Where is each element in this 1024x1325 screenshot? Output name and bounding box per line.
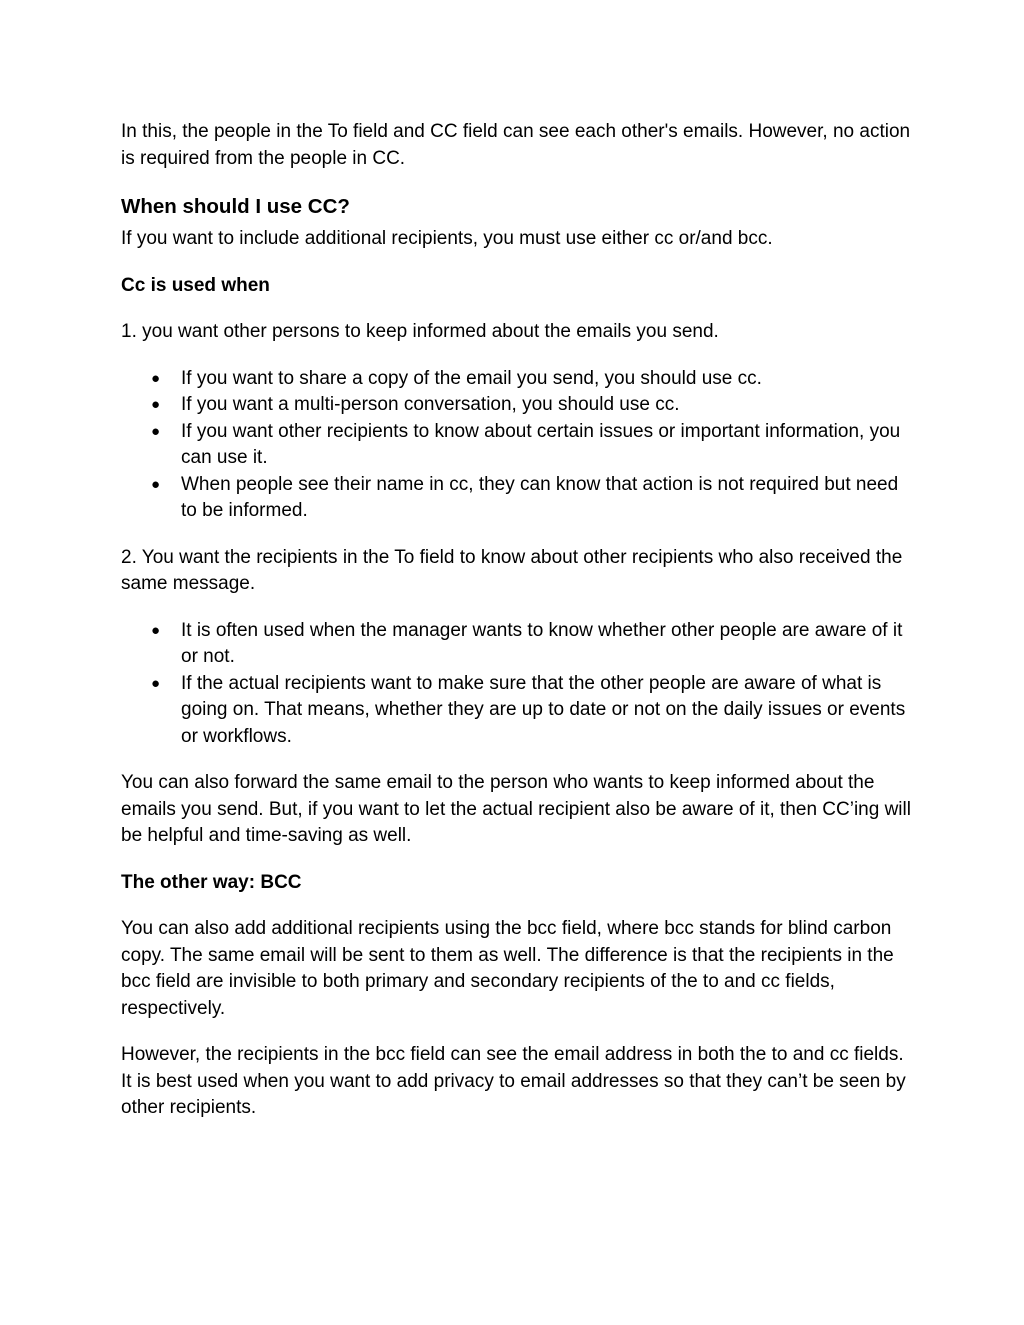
bullet-icon: ● bbox=[151, 422, 161, 440]
bcc-paragraph-2: However, the recipients in the bcc field can see the email address in both the to and cc fields. It is best used when you want to add privacy to email addresses so that they can’t be seen by other recipients. bbox=[121, 1044, 906, 1118]
list-item bbox=[121, 472, 911, 525]
cc-point-1: 1. you want other persons to keep informed about the emails you send. bbox=[121, 321, 719, 342]
bullet-icon: ● bbox=[151, 475, 161, 493]
intro-paragraph: In this, the people in the To field and CC field can see each other's emails. However, no action is required from the people in CC. bbox=[121, 121, 911, 169]
bullet-icon: ● bbox=[151, 674, 161, 692]
list-item bbox=[121, 419, 911, 472]
list-item-text: If you want other recipients to know about certain issues or important information, you can use it. bbox=[181, 420, 901, 468]
forward-note-paragraph: You can also forward the same email to the person who wants to keep informed about the emails you send. But, if you want to let the actual recipient also be aware of it, then CC’ing will be helpful and time-saving as well. bbox=[121, 772, 911, 846]
list-item-text: If you want a multi-person conversation, you should use cc. bbox=[181, 394, 680, 415]
list-item bbox=[121, 671, 911, 751]
list-item-text: If the actual recipients want to make sure that the other people are aware of what is going on. That means, whether they are up to date or not on the daily issues or events or workflows. bbox=[181, 672, 906, 747]
bullet-icon: ● bbox=[151, 621, 161, 639]
cc-point-1-list bbox=[121, 366, 911, 525]
cc-point-2: 2. You want the recipients in the To field to know about other recipients who also received the same message. bbox=[121, 546, 903, 594]
document-page bbox=[121, 119, 911, 1122]
bcc-subheading: The other way: BCC bbox=[121, 871, 302, 893]
bullet-icon: ● bbox=[151, 369, 161, 387]
cc-intro-paragraph: If you want to include additional recipients, you must use either cc or/and bcc. bbox=[121, 228, 773, 249]
list-item-text: If you want to share a copy of the email you send, you should use cc. bbox=[181, 367, 762, 389]
cc-subheading: Cc is used when bbox=[121, 274, 270, 296]
bcc-paragraph-1: You can also add additional recipients using the bcc field, where bcc stands for blind carbon copy. The same email will be sent to them as well. The difference is that the recipients in the bcc field are invisible to both primary and secondary recipients of the to and cc fields, respectively. bbox=[121, 918, 894, 1019]
list-item bbox=[121, 392, 911, 419]
list-item-text: When people see their name in cc, they can know that action is not required but need to be informed. bbox=[181, 473, 899, 521]
list-item bbox=[121, 366, 911, 393]
cc-heading: When should I use CC? bbox=[121, 195, 350, 218]
list-item bbox=[121, 618, 911, 671]
cc-point-2-list bbox=[121, 618, 911, 751]
bullet-icon: ● bbox=[151, 396, 161, 413]
list-item-text: It is often used when the manager wants to know whether other people are aware of it or not. bbox=[181, 619, 903, 667]
